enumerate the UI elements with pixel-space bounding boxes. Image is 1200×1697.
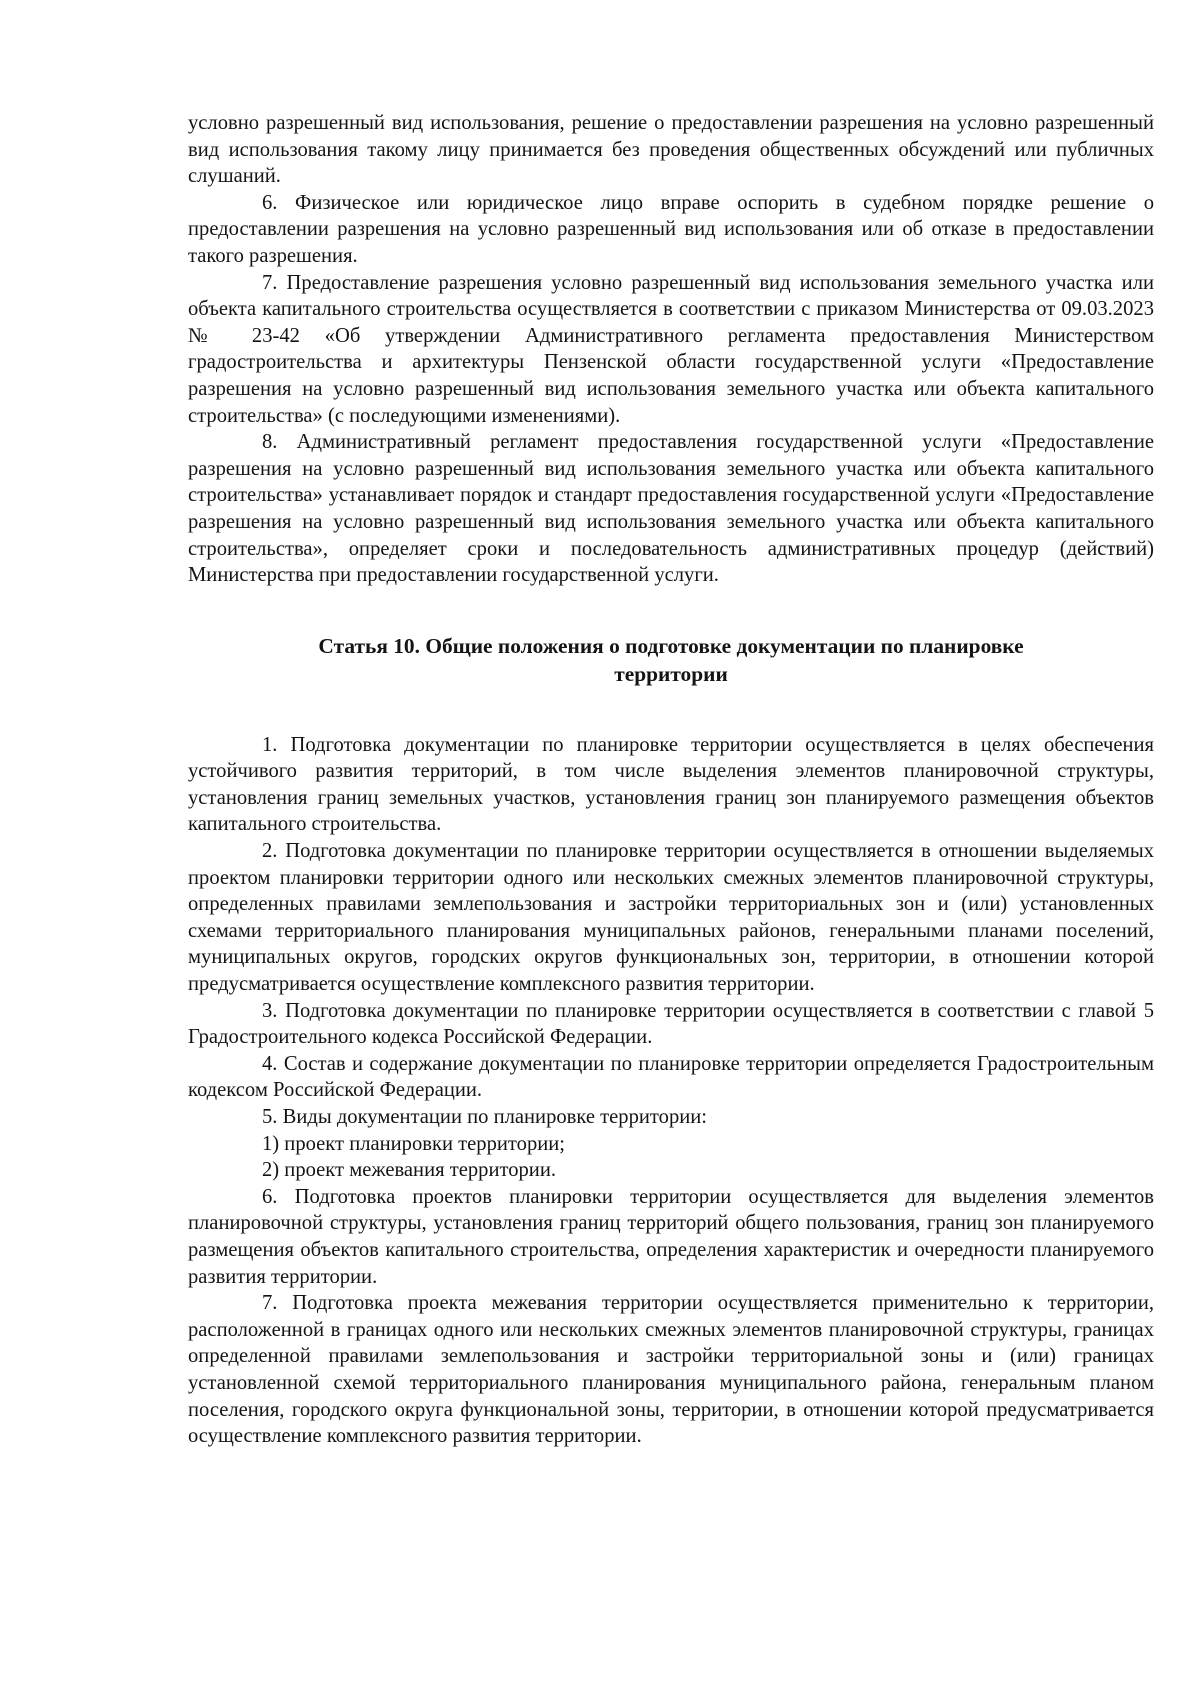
article-paragraph-2: 2. Подготовка документации по планировке территории осуществляется в отношении выделяемых проектом планировки территории одного или нескольких смежных элементов планировочной структуры, определенных правилами землепользования и застройки территориальных зон и (или) установленных схемами территориального планирования муниципальных районов, генеральными планами поселений, муниципальных округов, городских округов функциональных зон, территории, в отношении которой предусматривается осуществление комплексного развития территории. <box>188 840 1154 996</box>
article-paragraph-6: 6. Подготовка проектов планировки территории осуществляется для выделения элементов планировочной структуры, установления границ территорий общего пользования, границ зон планируемого размещения объектов капитального строительства, определения характеристик и очередности планируемого развития территории. <box>188 1185 1154 1288</box>
list-item-surveying-project: 2) проект межевания территории. <box>262 1159 556 1182</box>
list-item-planning-project: 1) проект планировки территории; <box>262 1132 566 1155</box>
article-heading-line-1: Статья 10. Общие положения о подготовке документации по планировке <box>318 633 1024 658</box>
paragraph-8: 8. Административный регламент предоставления государственной услуги «Предоставление разрешения на условно разрешенный вид использования земельного участка или объекта капитального строительства» устанавливает порядок и стандарт предоставления государственной услуги «Предоставление разрешения на условно разрешенный вид использования земельного участка или объекта капитального строительства», определяет сроки и последовательность административных процедур (действий) Министерства при предоставлении государственной услуги. <box>188 431 1154 587</box>
paragraph-6: 6. Физическое или юридическое лицо вправе оспорить в судебном порядке решение о предоставлении разрешения на условно разрешенный вид использования или об отказе в предоставлении такого разрешения. <box>188 191 1154 267</box>
article-paragraph-7: 7. Подготовка проекта межевания территории осуществляется применительно к территории, расположенной в границах одного или нескольких смежных элементов планировочной структуры, границах определенной правилами землепользования и застройки территориальной зоны и (или) границах установленной схемой территориального планирования муниципального района, генеральным планом поселения, городского округа функциональной зоны, территории, в отношении которой предусматривается осуществление комплексного развития территории. <box>188 1292 1154 1448</box>
article-10-heading <box>188 632 1154 688</box>
article-paragraph-5: 5. Виды документации по планировке территории: <box>262 1106 708 1128</box>
article-paragraph-4: 4. Состав и содержание документации по планировке территории определяется Градостроительным кодексом Российской Федерации. <box>188 1052 1154 1102</box>
article-heading-line-2: территории <box>614 661 728 686</box>
article-paragraph-1: 1. Подготовка документации по планировке территории осуществляется в целях обеспечения устойчивого развития территорий, в том числе выделения элементов планировочной структуры, установления границ земельных участков, установления границ зон планируемого размещения объектов капитального строительства. <box>188 733 1154 836</box>
paragraph-continuation: условно разрешенный вид использования, решение о предоставлении разрешения на условно разрешенный вид использования такому лицу принимается без проведения общественных обсуждений или публичных слушаний. <box>188 112 1154 188</box>
paragraph-7: 7. Предоставление разрешения условно разрешенный вид использования земельного участка или объекта капитального строительства осуществляется в соответствии с приказом Министерства от 09.03.2023 № 23-42 «Об утверждении Административного регламента предоставления Министерством градостроительства и архитектуры Пензенской области государственной услуги «Предоставление разрешения на условно разрешенный вид использования земельного участка или объекта капитального строительства» (с последующими изменениями). <box>188 271 1154 427</box>
article-paragraph-3: 3. Подготовка документации по планировке территории осуществляется в соответствии с главой 5 Градостроительного кодекса Российской Федерации. <box>188 999 1154 1049</box>
